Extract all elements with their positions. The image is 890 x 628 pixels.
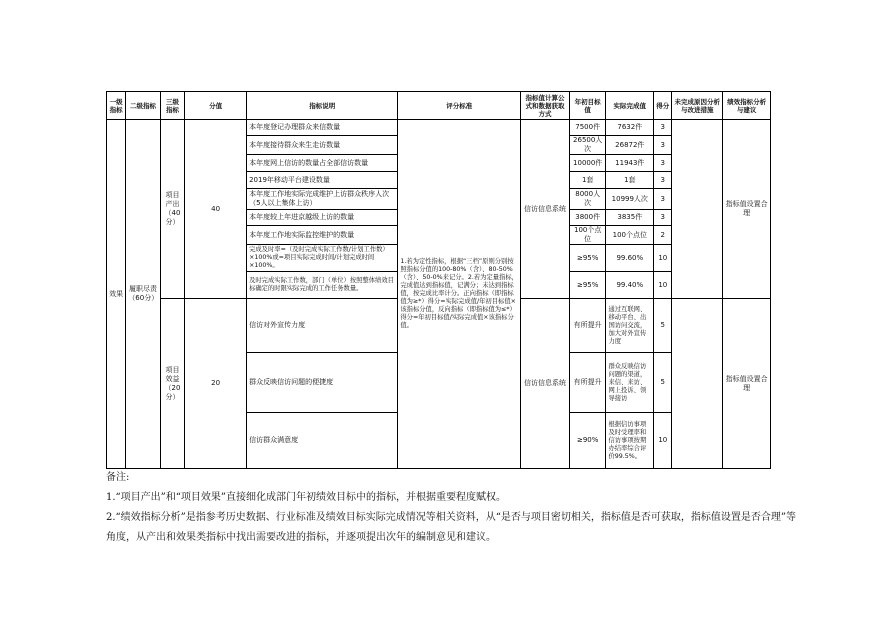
- target-value: 3800件: [569, 210, 606, 226]
- target-value: 8000人次: [569, 189, 606, 210]
- level2-cell: 履职尽责（60分）: [126, 120, 161, 469]
- output-score-value-cell: 40: [185, 120, 247, 299]
- effect-level3-cell: 项目效益（20分）: [160, 299, 184, 469]
- actual-value: 100个点位: [606, 226, 654, 245]
- target-value: 100个点位: [569, 226, 606, 245]
- header-level1: 一级指标: [107, 92, 126, 120]
- actual-value: 根据信访事项及时受理率和信访事项按期办结率综合评价99.5%。: [606, 413, 654, 469]
- actual-value: 26872件: [606, 136, 654, 155]
- target-value: ≥90%: [569, 413, 606, 469]
- target-value: ≥95%: [569, 245, 606, 272]
- target-value: ≥95%: [569, 272, 606, 299]
- effect-analysis-cell: 指标值设置合理: [723, 299, 771, 469]
- header-scoring-standard: 评分标准: [398, 92, 521, 120]
- effect-score-value-cell: 20: [185, 299, 247, 469]
- indicator-desc: 信访对外宣传力度: [247, 299, 398, 353]
- score-value: 3: [654, 120, 672, 136]
- header-level3: 三级指标: [160, 92, 184, 120]
- header-target: 年初目标值: [569, 92, 606, 120]
- header-row: [107, 92, 771, 120]
- score-value: 5: [654, 299, 672, 353]
- scoring-standard-cell: 1.若为定性指标，根据“三档”原则分别按照指标分值的100-80%（含）、80-50%（含）、50-0%来记分。2.若为定量指标，完成值达到指标值，记满分；未达到指标值，按完成比率计分。正向指标（即指标值为≥*）得分=实际完成值/年初目标值×该指标分值，反向指标（即指标值为≤*）得分=年初目标值/实际完成值×该指标分值。: [398, 120, 521, 469]
- output-level3-cell: 项目产出（40分）: [160, 120, 184, 299]
- target-value: 7500件: [569, 120, 606, 136]
- indicator-desc: 本年度较上年进京越级上访的数量: [247, 210, 398, 226]
- target-value: 有所提升: [569, 353, 606, 413]
- indicator-desc: 本年度网上信访的数量占全部信访数量: [247, 155, 398, 172]
- indicator-desc: 群众反映信访问题的便捷度: [247, 353, 398, 413]
- header-reason: 未完成原因分析与改进措施: [672, 92, 723, 120]
- notes-section: [106, 468, 796, 548]
- indicator-desc: 本年度工作地实际监控维护的数量: [247, 226, 398, 245]
- performance-table: [106, 91, 771, 469]
- score-value: 5: [654, 353, 672, 413]
- actual-value: 99.40%: [606, 272, 654, 299]
- actual-value: 7632件: [606, 120, 654, 136]
- score-value: 3: [654, 210, 672, 226]
- score-value: 10: [654, 245, 672, 272]
- notes-title: 备注:: [106, 472, 130, 483]
- header-formula-source: 指标值计算公式和数据获取方式: [521, 92, 570, 120]
- performance-table-sheet: [106, 91, 771, 469]
- indicator-desc: 本年度登记办理群众来信数量: [247, 120, 398, 136]
- effect-reason-cell: [672, 299, 723, 469]
- target-value: 1套: [569, 172, 606, 189]
- header-score-value: 分值: [185, 92, 247, 120]
- score-value: 3: [654, 189, 672, 210]
- header-indicator-desc: 指标说明: [247, 92, 398, 120]
- actual-value: 群众反映信访问题的渠道，来信、来访、网上投诉、领导接访: [606, 353, 654, 413]
- output-reason-cell: [672, 120, 723, 299]
- table-row: [107, 120, 771, 136]
- notes-line-1: 1.“项目产出”和“项目效果”直接细化成部门年初绩效目标中的指标，并根据重要程度赋权。: [106, 492, 506, 503]
- actual-value: 1套: [606, 172, 654, 189]
- header-analysis: 绩效指标分析与建议: [723, 92, 771, 120]
- actual-value: 3835件: [606, 210, 654, 226]
- actual-value: 99.60%: [606, 245, 654, 272]
- indicator-desc: 及时完成实际工作数，部门（单位）按照整体绩效目标确定的时限实际完成的工作任务数量。: [247, 272, 398, 299]
- actual-value: 11943件: [606, 155, 654, 172]
- indicator-desc: 2019年移动平台建设数量: [247, 172, 398, 189]
- output-source-cell: 信访信息系统: [521, 120, 570, 299]
- indicator-desc: 本年度工作地实际完成维护上访群众秩序人次（5人以上集体上访）: [247, 189, 398, 210]
- output-analysis-cell: 指标值设置合理: [723, 120, 771, 299]
- header-score: 得分: [654, 92, 672, 120]
- header-level2: 二级指标: [126, 92, 161, 120]
- indicator-desc: 本年度接待群众来生走访数量: [247, 136, 398, 155]
- target-value: 10000件: [569, 155, 606, 172]
- score-value: 3: [654, 172, 672, 189]
- score-value: 3: [654, 136, 672, 155]
- actual-value: 10999人次: [606, 189, 654, 210]
- score-value: 2: [654, 226, 672, 245]
- score-value: 10: [654, 272, 672, 299]
- notes-line-2: 2.“绩效指标分析”是指参考历史数据、行业标准及绩效目标实际完成情况等相关资料，从“是否与项目密切相关，指标值是否可获取，指标值设置是否合理”等角度，从产出和效果类指标中找出需要改进的指标，并逐项提出次年的编制意见和建议。: [106, 512, 796, 543]
- target-value: 有所提升: [569, 299, 606, 353]
- effect-source-cell: 信访信息系统: [521, 299, 570, 469]
- level1-cell: 效果: [107, 120, 126, 469]
- header-actual: 实际完成值: [606, 92, 654, 120]
- score-value: 3: [654, 155, 672, 172]
- indicator-desc: 完成及时率=（及时完成实际工作数/计划工作数）×100%或=项目实际完成时间/计划完成时间×100%。: [247, 245, 398, 272]
- target-value: 26500人次: [569, 136, 606, 155]
- actual-value: 通过互联网、移动平台、出国访问交流，加大对外宣传力度: [606, 299, 654, 353]
- score-value: 10: [654, 413, 672, 469]
- indicator-desc: 信访群众满意度: [247, 413, 398, 469]
